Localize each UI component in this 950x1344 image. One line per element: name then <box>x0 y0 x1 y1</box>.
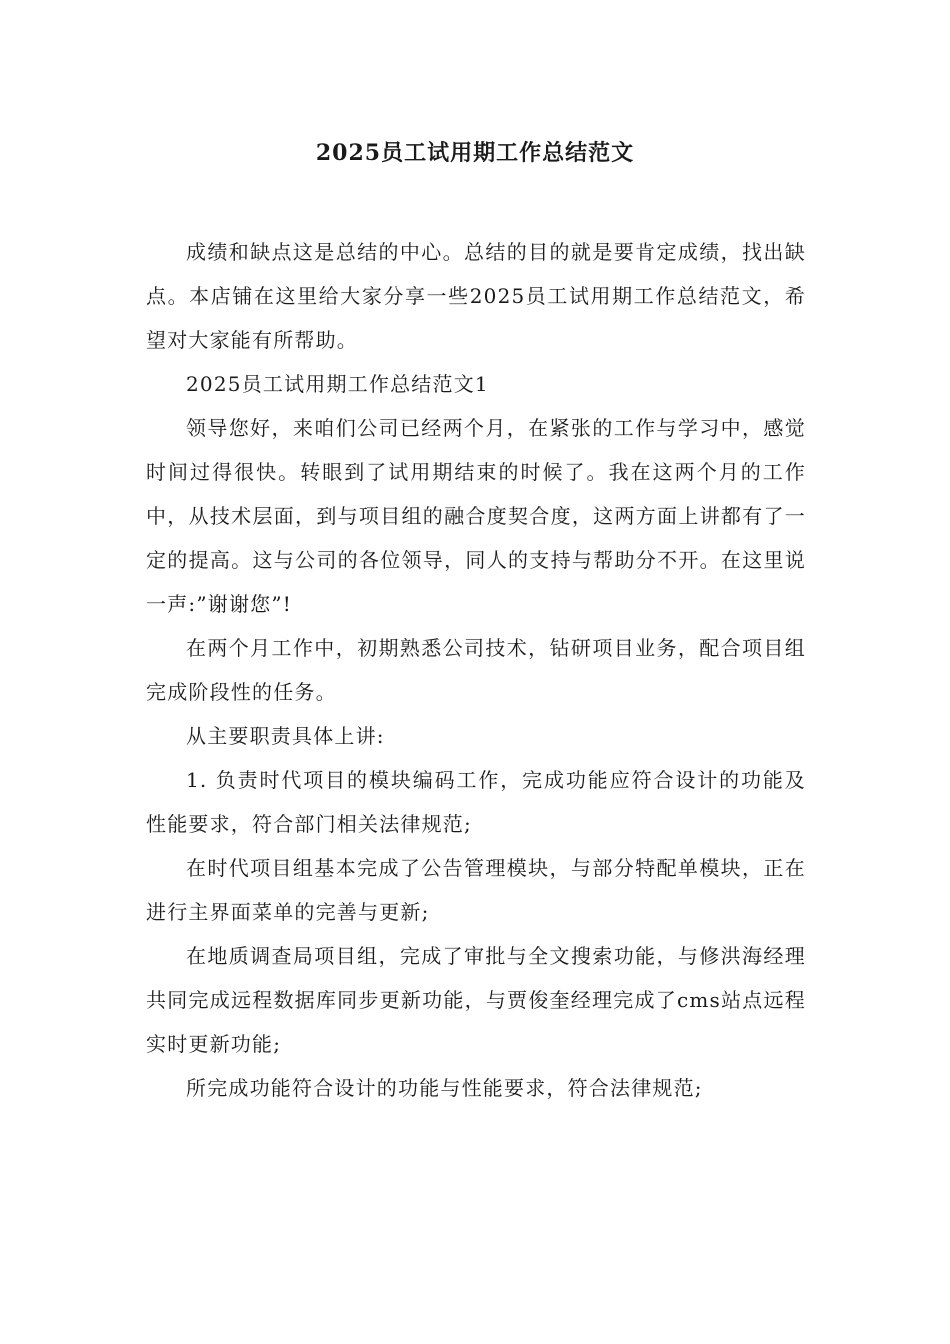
section-heading: 2025员工试用期工作总结范文1 <box>186 372 489 396</box>
paragraph: 所完成功能符合设计的功能与性能要求，符合法律规范; <box>186 1076 703 1100</box>
paragraph: 领导您好，来咱们公司已经两个月，在紧张的工作与学习中，感觉时间过得很快。转眼到了试用期结束的时候了。我在这两个月的工作中，从技术层面，到与项目组的融合度契合度，这两方面上讲都有了一定的提高。这与公司的各位领导，同人的支持与帮助分不开。在这里说一声:”谢谢您”! <box>146 416 806 616</box>
list-item: 1. 负责时代项目的模块编码工作，完成功能应符合设计的功能及性能要求，符合部门相关法律规范; <box>146 768 806 836</box>
paragraph: 在地质调查局项目组，完成了审批与全文搜索功能，与修洪海经理共同完成远程数据库同步更新功能，与贾俊奎经理完成了cms站点远程实时更新功能; <box>146 944 806 1056</box>
document-body <box>146 230 806 1110</box>
paragraph: 在时代项目组基本完成了公告管理模块，与部分特配单模块，正在进行主界面菜单的完善与更新; <box>146 856 806 924</box>
paragraph: 在两个月工作中，初期熟悉公司技术，钻研项目业务，配合项目组完成阶段性的任务。 <box>146 636 806 704</box>
paragraph-intro: 成绩和缺点这是总结的中心。总结的目的就是要肯定成绩，找出缺点。本店铺在这里给大家分享一些2025员工试用期工作总结范文，希望对大家能有所帮助。 <box>146 240 806 352</box>
document-title: 2025员工试用期工作总结范文 <box>315 140 635 166</box>
paragraph: 从主要职责具体上讲: <box>186 724 385 748</box>
